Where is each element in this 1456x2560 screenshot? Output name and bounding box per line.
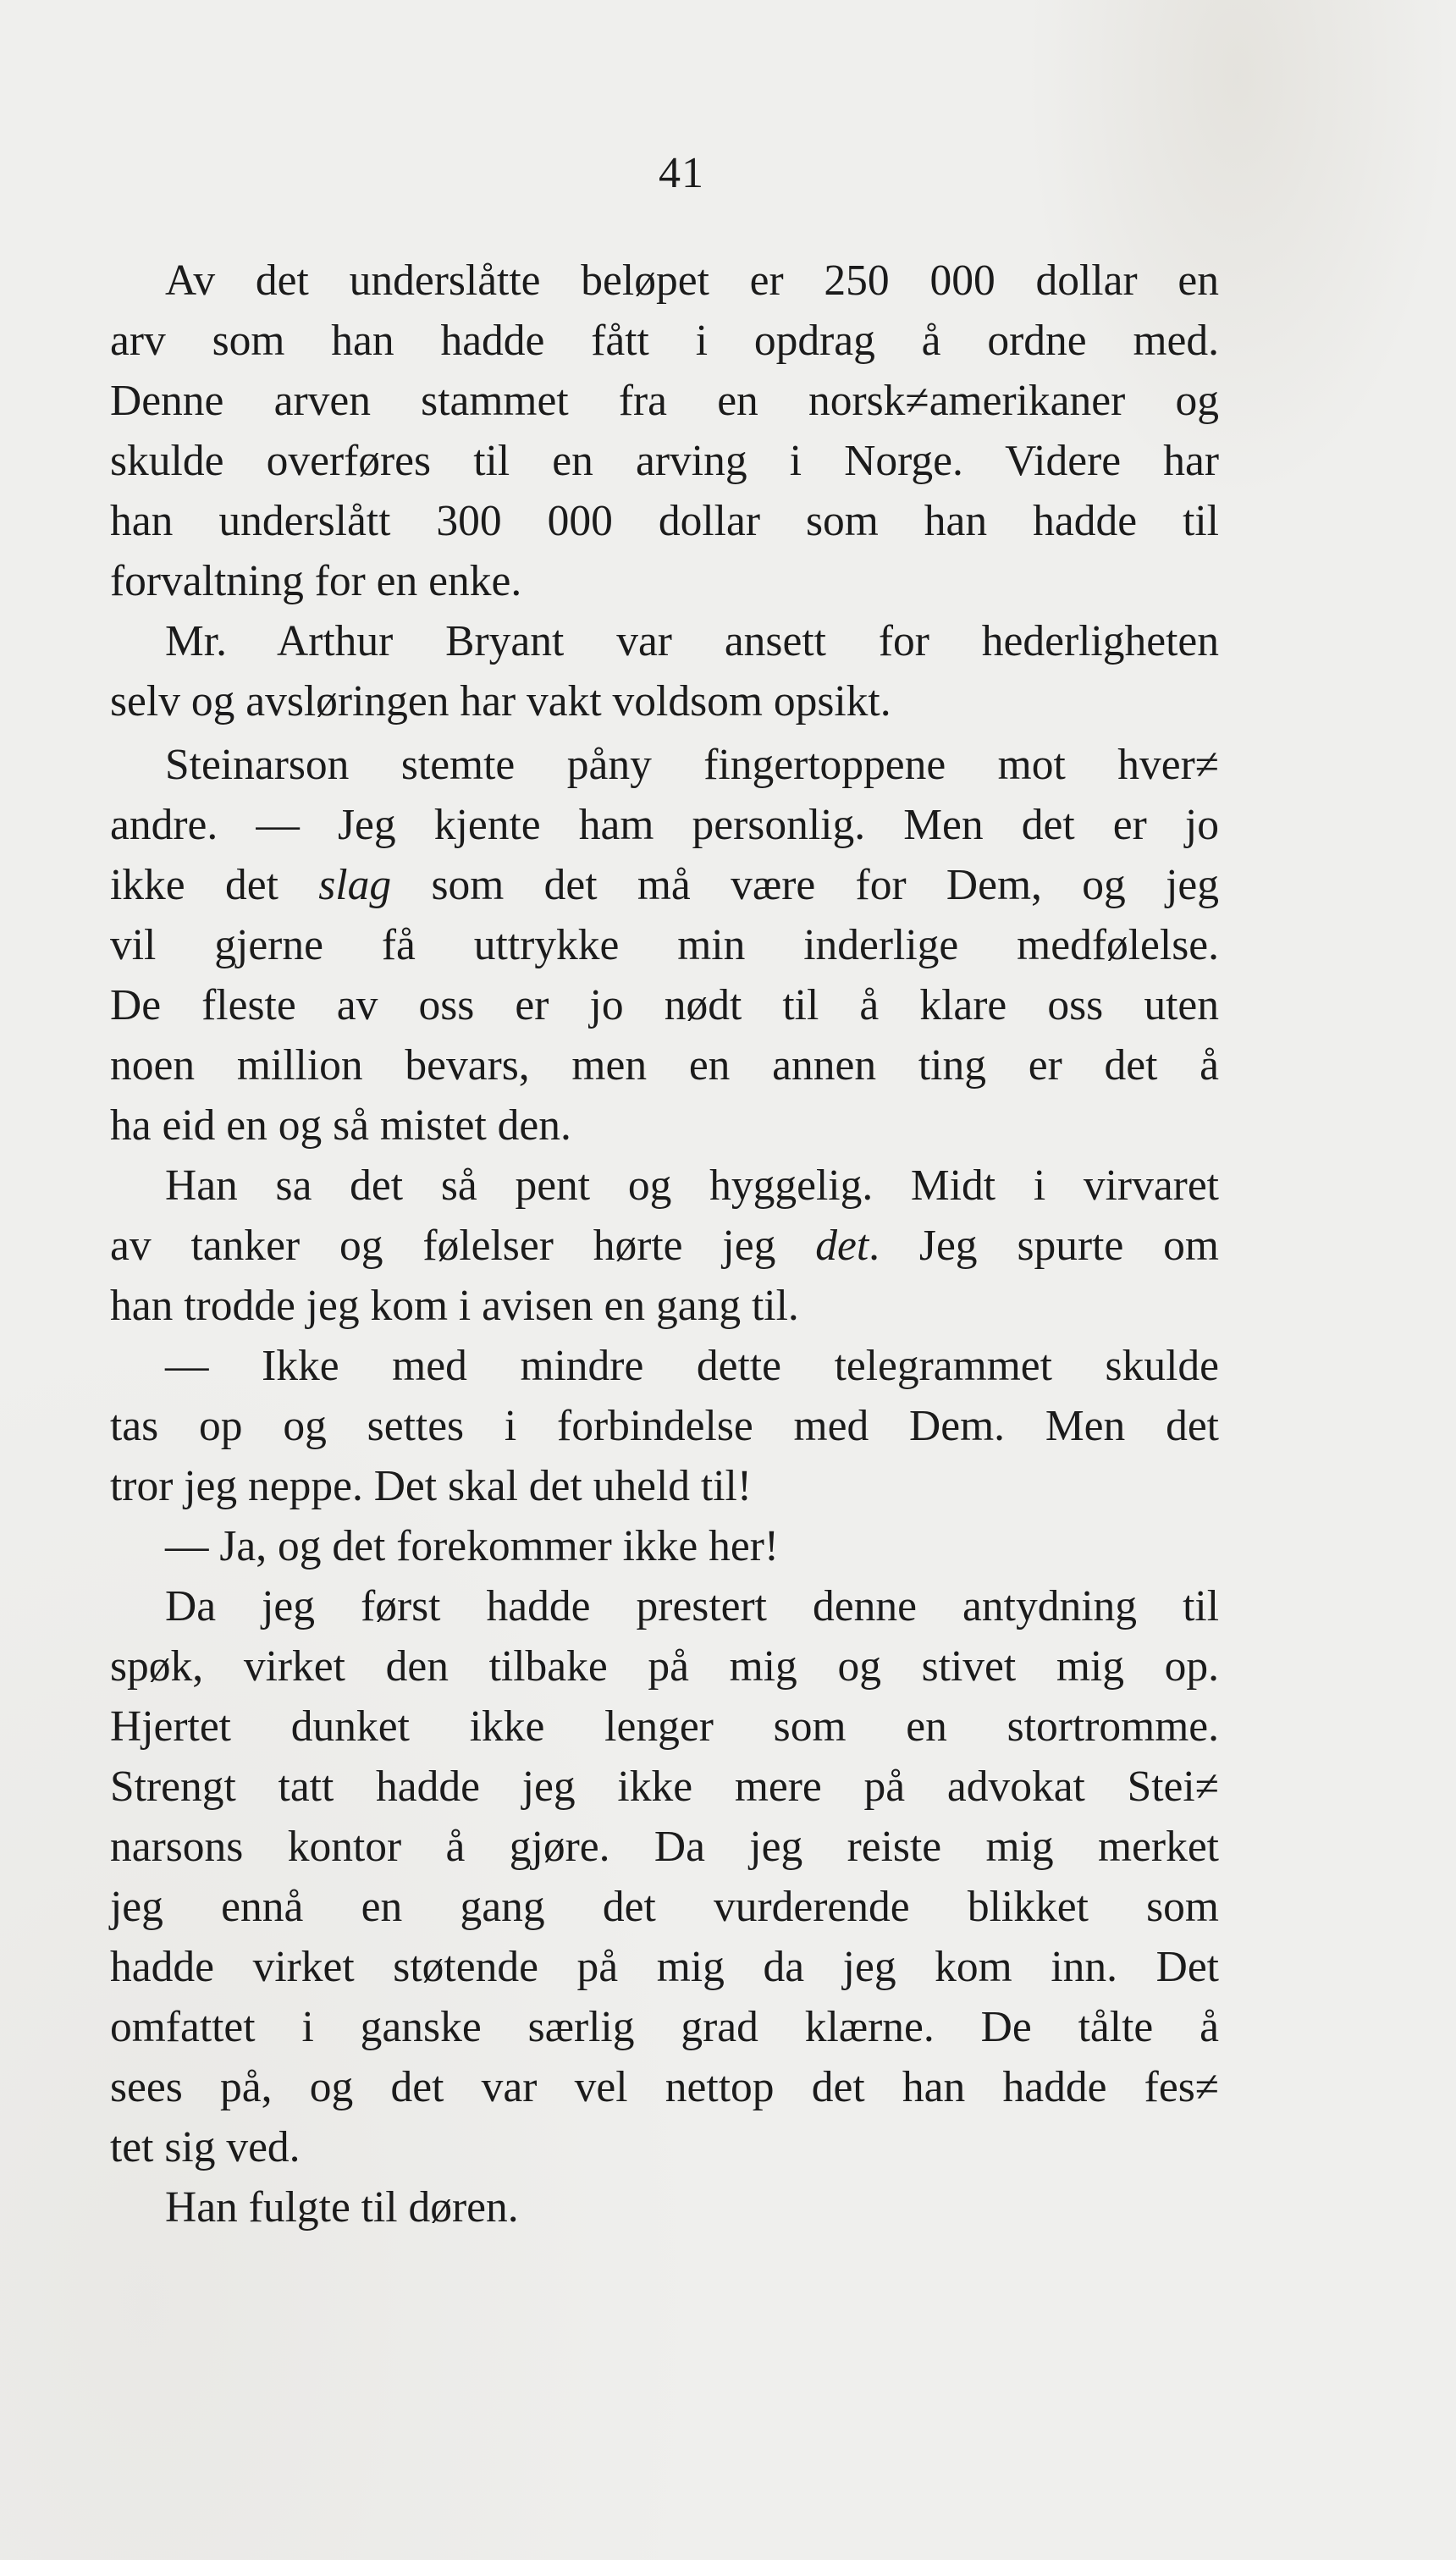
text-line: spøk, virket den tilbake på mig og stivet mig op. xyxy=(110,1642,1219,1691)
text-line: han trodde jeg kom i avisen en gang til. xyxy=(110,1282,799,1330)
text-line: tet sig ved. xyxy=(110,2123,301,2171)
text-line: tas op og settes i forbindelse med Dem. Men det xyxy=(110,1402,1219,1450)
text-line: forvaltning for en enke. xyxy=(110,557,522,605)
text-line: Hjertet dunket ikke lenger som en stortromme. xyxy=(110,1702,1219,1751)
text-line: sees på, og det var vel nettop det han hadde fes≠ xyxy=(110,2063,1219,2111)
text-line: ikke det slag som det må være for Dem, og jeg xyxy=(110,861,1219,909)
text-line: Han fulgte til døren. xyxy=(165,2183,519,2232)
text-line: vil gjerne få uttrykke min inderlige medfølelse. xyxy=(110,921,1219,969)
text-line: skulde overføres til en arving i Norge. Videre har xyxy=(110,437,1219,485)
text-line: ha eid en og så mistet den. xyxy=(110,1101,571,1150)
text-block-news-excerpt xyxy=(110,251,1219,731)
text-line: Mr. Arthur Bryant var ansett for hederligheten xyxy=(165,617,1219,665)
text-line: arv som han hadde fått i opdrag å ordne med. xyxy=(110,317,1219,365)
text-line: hadde virket støtende på mig da jeg kom inn. Det xyxy=(110,1943,1219,1991)
text-line: andre. — Jeg kjente ham personlig. Men det er jo xyxy=(110,801,1219,849)
text-line: jeg ennå en gang det vurderende blikket som xyxy=(110,1883,1219,1931)
text-line: Denne arven stammet fra en norsk≠amerikaner og xyxy=(110,377,1219,425)
text-line: han underslått 300 000 dollar som han hadde til xyxy=(110,497,1219,545)
text-line: Da jeg først hadde prestert denne antydning til xyxy=(165,1582,1219,1630)
text-line: Strengt tatt hadde jeg ikke mere på advokat Stei≠ xyxy=(110,1763,1219,1811)
text-line: — Ikke med mindre dette telegrammet skulde xyxy=(165,1342,1219,1390)
text-line: De fleste av oss er jo nødt til å klare oss uten xyxy=(110,981,1219,1029)
text-line: selv og avsløringen har vakt voldsom opsikt. xyxy=(110,677,891,726)
text-line: tror jeg neppe. Det skal det uheld til! xyxy=(110,1462,752,1510)
text-block-narrative xyxy=(110,735,1219,2237)
text-line: — Ja, og det forekommer ikke her! xyxy=(165,1522,780,1570)
text-line: Steinarson stemte påny fingertoppene mot hver≠ xyxy=(165,741,1219,789)
text-line: av tanker og følelser hørte jeg det. Jeg spurte om xyxy=(110,1222,1219,1270)
text-line: Av det underslåtte beløpet er 250 000 dollar en xyxy=(165,257,1219,305)
page-number: 41 xyxy=(659,149,704,197)
text-line: Han sa det så pent og hyggelig. Midt i virvaret xyxy=(165,1161,1219,1210)
text-line: narsons kontor å gjøre. Da jeg reiste mig merket xyxy=(110,1823,1219,1871)
text-line: noen million bevars, men en annen ting er det å xyxy=(110,1041,1219,1090)
text-line: omfattet i ganske særlig grad klærne. De tålte å xyxy=(110,2003,1219,2051)
